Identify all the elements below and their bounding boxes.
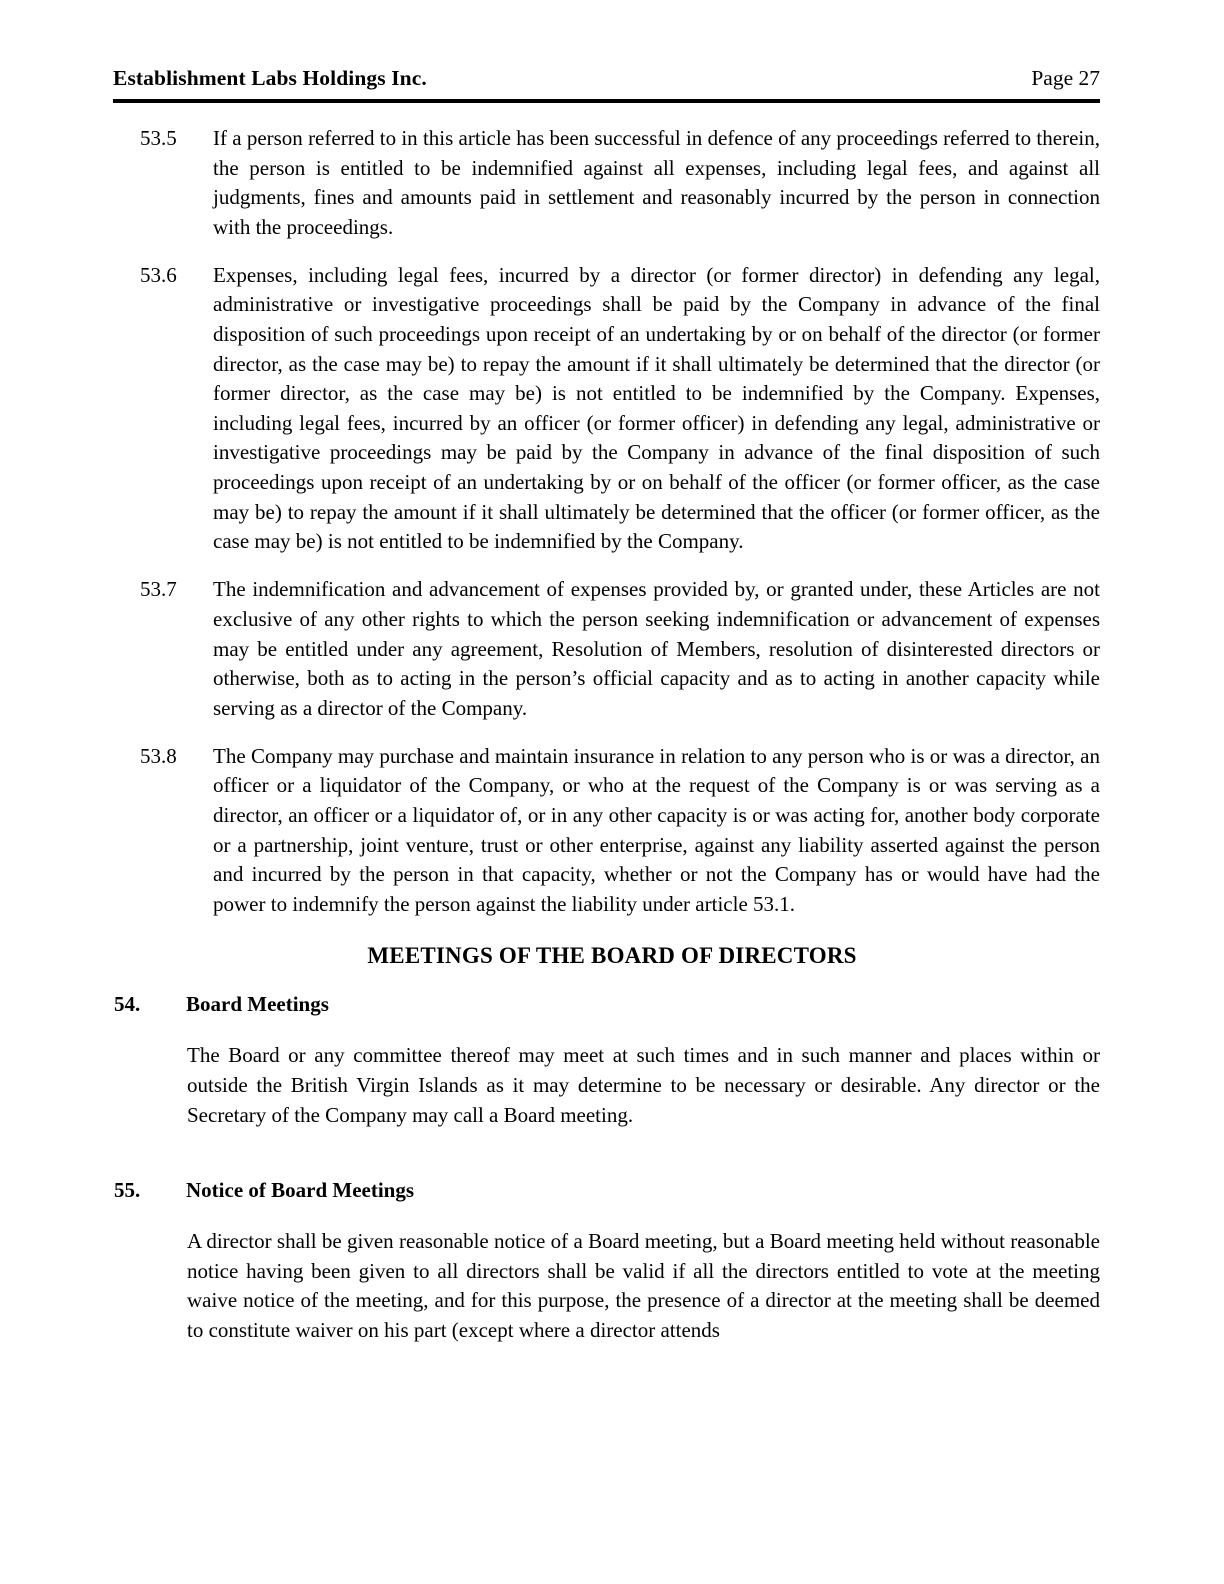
clause-number: 53.5 [140, 126, 177, 150]
page-content [0, 124, 1224, 1346]
section-heading [0, 1176, 1224, 1205]
section-55 [0, 1176, 1224, 1345]
section-title: Board Meetings [186, 992, 329, 1017]
section-title: Notice of Board Meetings [186, 1178, 415, 1203]
section-number: 55. [114, 1178, 141, 1203]
page-header [113, 66, 1100, 91]
clause-53-6 [0, 261, 1224, 557]
section-heading [0, 990, 1224, 1019]
clause-53-8 [0, 742, 1224, 920]
header-page-number: Page 27 [1031, 66, 1100, 90]
clause-53-5 [0, 124, 1224, 242]
clause-text: If a person referred to in this article has been successful in defence of any proceedings referred to therein, the person is entitled to be indemnified against all expenses, including legal fees, and against all judgments, fines and amounts paid in settlement and reasonably incurred by the person in connection with the proceedings. [213, 126, 1100, 239]
clause-53-7 [0, 575, 1224, 723]
clause-number: 53.8 [140, 743, 177, 768]
header-divider-rule [113, 99, 1100, 103]
clause-text: Expenses, including legal fees, incurred by a director (or former director) in defending any legal, administrative or investigative proceedings shall be paid by the Company in advance of the final disposition of such proceedings upon receipt of an undertaking by or on behalf of the director (or former director, as the case may be) to repay the amount if it shall ultimately be determined that the director (or former director, as the case may be) is not entitled to be indemnified by the Company. Expenses, including legal fees, incurred by an officer (or former officer) in defending any legal, administrative or investigative proceedings may be paid by the Company in advance of the final disposition of such proceedings upon receipt of an undertaking by or on behalf of the officer (or former officer, as the case may be) to repay the amount if it shall ultimately be determined that the officer (or former officer, as the case may be) is not entitled to be indemnified by the Company. [213, 262, 1100, 554]
clause-number: 53.6 [140, 262, 177, 287]
section-54 [0, 990, 1224, 1130]
section-body-text: The Board or any committee thereof may meet at such times and in such manner and places within or outside the British Virgin Islands as it may determine to be necessary or desirable. Any director or the Secretary of the Company may call a Board meeting. [187, 1043, 1100, 1127]
part-heading-meetings-of-the-board: MEETINGS OF THE BOARD OF DIRECTORS [367, 943, 857, 969]
section-spacer [0, 1162, 1224, 1176]
section-number: 54. [114, 992, 141, 1017]
clause-text: The indemnification and advancement of expenses provided by, or granted under, these Articles are not exclusive of any other rights to which the person seeking indemnification or advancement of expenses may be entitled under any agreement, Resolution of Members, resolution of disinterested directors or otherwise, both as to acting in the person’s official capacity and as to acting in another capacity while serving as a director of the Company. [213, 577, 1100, 720]
clause-number: 53.7 [140, 577, 177, 602]
header-company-name: Establishment Labs Holdings Inc. [113, 66, 427, 90]
section-body-text: A director shall be given reasonable notice of a Board meeting, but a Board meeting held without reasonable notice having been given to all directors shall be valid if all the directors entitled to vote at the meeting waive notice of the meeting, and for this purpose, the presence of a director at the meeting shall be deemed to constitute waiver on his part (except where a director attends [187, 1229, 1100, 1342]
clause-text: The Company may purchase and maintain insurance in relation to any person who is or was a director, an officer or a liquidator of the Company, or who at the request of the Company is or was serving as a director, an officer or a liquidator of, or in any other capacity is or was acting for, another body corporate or a partnership, joint venture, trust or other enterprise, against any liability asserted against the person and incurred by the person in that capacity, whether or not the Company has or would have had the power to indemnify the person against the liability under article 53.1. [213, 743, 1100, 916]
